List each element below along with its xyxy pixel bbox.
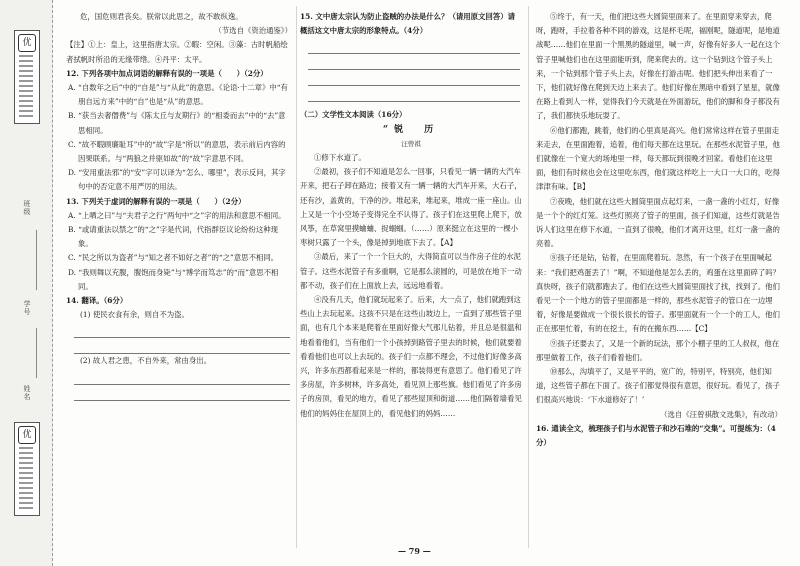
- question-16: 16. 通读全文，梳理孩子们与水泥管子和沙石堆的“交集”。可提练为：（4分）: [536, 423, 776, 448]
- passage-title: “锐 历: [382, 124, 440, 135]
- page-number: — 79 —: [398, 546, 431, 556]
- question-13: 13. 下列关于虚词的解释有误的一项是（ ）（2分）: [66, 196, 246, 206]
- binding-strip: [0, 0, 53, 566]
- paragraph-2: ②最初，孩子们不知道是怎么一回事，只看见一辆一辆的大汽车开来，把石子卸在路边；接着又有一辆一辆的大汽车开来，大石子，还有沙，盖黄的，干净的沙。堆起来，堆起来，堆成一座一座山。山上又是一个小空场子变得完全不认得了。孩子们在这里爬上爬下，放风筝，在草窝里摸蛐蛐、捉蝈蝈。（……）原来挺立在这里的一棵小枣树只露了一个头，像是掉到地底下去了。【A】: [300, 167, 522, 248]
- passage-author: 汪曾祺: [401, 139, 421, 148]
- question-15: 15. 文中唐太宗认为防止盗贼的办法是什么？（请用原文回答）请概括这文中唐太宗的形象特点。（4分）: [300, 12, 515, 36]
- column-divider: [296, 6, 297, 548]
- right-column: [536, 10, 782, 450]
- source-note: （选自《汪曾祺散文选集》，有改动）: [660, 409, 782, 419]
- option-12a: A. “自数年之后”中的“自是”与“从此”的意思。《论语·十二章》中“有朋自远方来”中的“自”也是“从”的意思。: [68, 83, 288, 107]
- decorative-stripe: [19, 55, 33, 117]
- id-field-line: [36, 328, 37, 378]
- badge-top: [14, 30, 40, 124]
- answer-line[interactable]: [308, 38, 520, 54]
- decorative-stripe: [19, 447, 33, 509]
- paragraph-9: ⑨孩子还要去了，又是一个新的玩法，那个小棚子里的工人叔叔，他在那里做着工作，孩子们看着他们。: [536, 338, 780, 362]
- paragraph-7: ⑦夜晚，他们就在这些大圆筒里面点起灯来，一盏一盏的小红灯，好像是一个个的红灯笼。这些灯照亮了管子的里面，孩子们知道，这些灯就是告诉人们这里在修下水道，一直到了很晚，他们才离开这里，红灯一盏一盏的亮着。: [536, 196, 780, 249]
- answer-line[interactable]: [308, 54, 520, 70]
- answer-line[interactable]: [308, 70, 520, 86]
- question-14-2: (2) 故人君之患，不自外来，常由身出。: [80, 356, 212, 366]
- class-field-label: 班级: [23, 200, 31, 216]
- option-13a: A. “上哂之曰”与“夫君子之行”两句中“之”字的用法和意思不相同。: [68, 210, 286, 220]
- question-12: 12. 下列各项中加点词语的解释有误的一项是（ ）（2分）: [66, 68, 268, 78]
- answer-line[interactable]: [74, 338, 290, 354]
- brand-logo-icon: 优: [18, 426, 36, 444]
- option-12d: D. “安用重法邪”的“安”字可以译为“怎么、哪里”，表示反问，其字句中的否定意不用严厉的用法。: [68, 168, 286, 192]
- id-field-label: 学号: [23, 300, 31, 316]
- question-14-1: (1) 使民衣食有余，则自不为盗。: [80, 310, 189, 320]
- middle-column: [300, 10, 522, 421]
- paragraph-1: ①修下水道了。: [314, 153, 366, 163]
- answer-line[interactable]: [308, 86, 520, 102]
- paragraph-10: ⑩那么，沟填平了，又是平平的，宽广的，特别平，特别亮，他们知道，这些管子都在下面了。孩子们都觉得很有意思，很好玩。看见了，孩子们很高兴地说：‘下水道修好了！’: [536, 367, 780, 405]
- option-13c: C. “民之所以为盗者”与“知之者不如好之者”的“之”意思不相同。: [68, 253, 279, 263]
- annotation-note: 【注】①上：皇上，这里指唐太宗。②暇：空闲。③藻：古时帆船绘者拭帆时所沿的无缘带绺。④丹平：太平。: [66, 40, 288, 64]
- option-12c: C. “故不暇顾廉耻耳”中的“故”字是“所以”的意思，表示前后内容的因果联系。与“两狼之并驱如故”的“故”字意思不同。: [68, 139, 286, 164]
- answer-line[interactable]: [74, 385, 290, 401]
- source-note: （节选自《资治通鉴》）: [214, 26, 292, 36]
- paragraph-4: ④没有几天，他们就玩起来了。后来，大一点了，他们就跑到这些山上去玩起来。这孩不只是在这些山坡边上，一直到了那些管子里面，也有几个本来是爬着在里面好像大气那儿钻着，并且总是很温和地看着他们，当有他们一个小孩掉到路管子里去的时候，他们就要着看看他们也可以上去玩的。孩子们一点都不理会，不过他们好像多高兴，许多东西都看起来是一样的，都装得更有意思了。他们看见了许多房屋，许多树林，许多高处，看见顶上那些旗。他们看见了许多房子的房顶，看见的地方，看见了那些屋顶和街道……他们隔着墙看见他们的妈妈住在屋顶上的，看见他们的妈妈……: [300, 295, 522, 418]
- paragraph-3: ③最后，来了一个一个巨大的，大得简直可以当作房子住的水泥管子。这些水泥管子有多重啊，它是那么滚圆的，可是放在地下一动都不动，孩子们在上面放上去，远远地看着。: [300, 252, 522, 290]
- brand-logo-icon: 优: [18, 34, 36, 52]
- answer-line[interactable]: [74, 322, 290, 338]
- column-divider: [528, 6, 529, 548]
- paragraph-6: ⑥他们都跑，跳着，他们的心里真是高兴。他们常常这样在管子里面走来走去，在里面跑着，追着，他们每天都在这里玩。在那些水泥管子里，他们就像在一个宽大的场地里一样，每天都玩到很晚才回家。看他们在这里面，他们有时候也会在这里吃东西，他们就这样吃上一大口一大口的，吃得津津有味。【B】: [536, 125, 780, 192]
- paragraph-5: ⑤终于，有一天，他们把这些大圆筒里面来了。在里面穿来穿去，爬呀，跑呀，手拉着各种不同的游戏，这是杯毛呢，福刚呢，隧道呢，是地道战呢……他们在里面一个黑黑的隧道里，喊一声，好像有好多人一起在这个管子里喊他们也在这里面能听到，爬来爬去的。这一个钻到这个管子头上来，一个钻到那个管子头上去，好像在打游击呢。他们把头伸出来看了一下，他们就好像在爬到天边上来去了。他们好像在黑暗中看到了星星，就像在路上看到人一样，觉得我们今天就是在外面游玩，他们的脚和身子都没有了，我们都快乐地玩耍了。: [536, 12, 780, 121]
- answer-line[interactable]: [74, 369, 290, 385]
- passage-ending: 危，国危则君丧矣。朕常以此思之，故不敢纵逸。: [80, 12, 243, 21]
- class-field-line: [36, 230, 37, 290]
- badge-bottom: [14, 422, 40, 516]
- question-14: 14. 翻译。（6分）: [66, 296, 128, 306]
- option-13b: B. “或请重法以禁之”的“之”字是代词，代指群臣议论纷纷这种现象。: [68, 225, 279, 249]
- option-12b: B. “获当去奢僭费”与《陈太丘与友期行》的“相委而去”中的“去”意思相同。: [68, 111, 286, 135]
- paragraph-8: ⑧孩子还是钻，钻着，在里面爬着玩。忽然，有一个孩子在里面喊起来：“我们把鸡蛋丢了！”啊，不知道他是怎么丢的，鸡蛋在这里面碎了吗？真快呀，孩子们就都跑去了。他们在这些大圆筒里面找了找，找到了。他们看见一个一个地方的管子里面都是一样的，那些水泥管子的管口在一边埋着，好像是要做成一个很长很长的管子。那里面就有一个一个的工人，他们正在那里忙着，有的在挖土，有的在搬东西……【C】: [536, 253, 781, 334]
- name-field-label: 姓名: [23, 385, 31, 401]
- section-heading: （二）文学性文本阅读（16分）: [300, 110, 407, 120]
- option-13d: D. “我则舞以充腹，腹饱而身毙”与“博学而笃志”的“而”意思不相同。: [68, 267, 279, 291]
- left-column: [66, 10, 292, 401]
